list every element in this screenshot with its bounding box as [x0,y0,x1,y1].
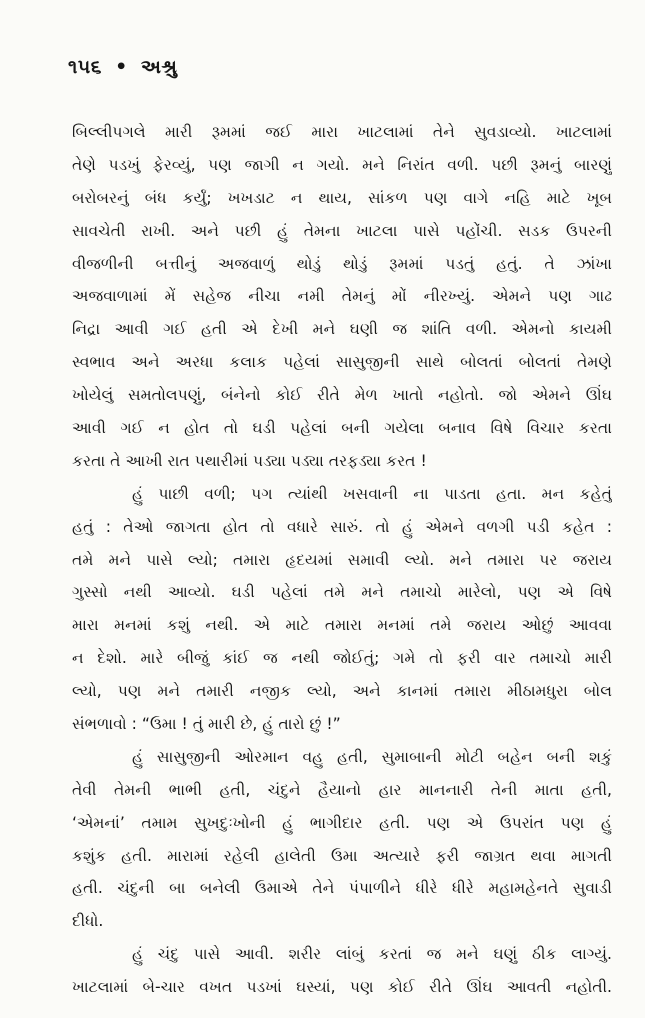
text-line: મારા મનમાં કશું નથી. એ માટે તમારા મનમાં તમે જરાય ઓછું આવવા [72,616,612,635]
text-line: ન દેશો. મારે બીજું કાંઈ જ નથી જોઈતું; ગમે તો ફરી વાર તમાચો મારી [72,649,612,668]
text-line: ખોયેલું સમતોલપણું, બંનેનો કોઈ રીતે મેળ ખાતો નહોતો. જો એમને ઊંઘ [72,386,612,405]
text-line: હું સાસુજીની ઓરમાન વહુ હતી, સુમાબાની મોટી બહેન બની શકું [132,747,612,766]
text-line: તેવી તેમની ભાભી હતી, ચંદુને હૈયાનો હાર માનનારી તેની માતા હતી, [72,780,612,799]
text-line: તેણે પડખું ફેરવ્યું, પણ જાગી ન ગયો. મને નિરાંત વળી. પછી રૂમનું બારણું [72,155,612,174]
body-text [72,116,612,1004]
text-line: ‘એમનાં’ તમામ સુખદુઃખોની હું ભાગીદાર હતી. પણ એ ઉપરાંત પણ હું [72,813,612,832]
text-line: સંભળાવો : “ઉમા ! તું મારી છે, હું તારો છું !” [72,715,341,734]
text-line: ખાટલામાં બે-ચાર વખત પડખાં ઘસ્યાં, પણ કોઈ રીતે ઊંઘ આવતી નહોતી. [72,978,612,997]
text-line: ગુસ્સો નથી આવ્યો. ઘડી પહેલાં તમે મને તમાચો મારેલો, પણ એ વિષે [72,583,612,602]
text-line: લ્યો, પણ મને તમારી નજીક લ્યો, અને કાનમાં તમારા મીઠામધુરા બોલ [72,682,612,701]
text-line: અજવાળામાં મેં સહેજ નીચા નમી તેમનું મોં નીરખ્યું. એમને પણ ગાઢ [72,287,612,306]
running-header [68,56,177,78]
text-line: સ્વભાવ અને અરધા કલાક પહેલાં સાસુજીની સાથે બોલતાં બોલતાં તેમણે [72,353,612,372]
header-separator: • [115,56,128,78]
text-line: વીજળીની બત્તીનું અજવાળું થોડું થોડું રૂમમાં પડતું હતું. તે ઝાંખા [72,254,612,273]
text-line: હું ચંદુ પાસે આવી. શરીર લાંબું કરતાં જ મને ઘણું ઠીક લાગ્યું. [132,945,612,964]
text-line: તમે મને પાસે લ્યો; તમારા હૃદયમાં સમાવી લ્યો. મને તમારા પર જરાય [72,550,612,569]
book-title: અશ્રુ [140,56,178,78]
text-line: કરતા તે આખી રાત પથારીમાં પડ્યા પડ્યા તરફડ્યા કરત ! [72,451,427,470]
text-line: હતું : તેઓ જાગતા હોત તો વધારે સારું. તો હું એમને વળગી પડી કહેત : [72,517,612,536]
text-line: હતી. ચંદુની બા બનેલી ઉમાએ તેને પંપાળીને ધીરે ધીરે મહામહેનતે સુવાડી [72,879,612,898]
text-line: કશુંક હતી. મારામાં રહેલી હાલેતી ઉમા અત્યારે ફરી જાગ્રત થવા માગતી [72,846,612,865]
text-line: દીધો. [72,912,104,931]
text-line: આવી ગઈ ન હોત તો ઘડી પહેલાં બની ગયેલા બનાવ વિષે વિચાર કરતા [72,419,612,438]
text-line: બરોબરનું બંધ કર્યું; ખખડાટ ન થાય, સાંકળ પણ વાગે નહિ માટે ખૂબ [72,188,612,207]
page-number: ૧૫૬ [68,56,102,78]
text-line: નિદ્રા આવી ગઈ હતી એ દેખી મને ઘણી જ શાંતિ વળી. એમનો કાયમી [72,320,612,339]
text-line: સાવચેતી રાખી. અને પછી હું તેમના ખાટલા પાસે પહોંચી. સડક ઉપરની [72,221,612,240]
text-line: બિલ્લીપગલે મારી રૂમમાં જઈ મારા ખાટલામાં તેને સુવડાવ્યો. ખાટલામાં [72,123,612,141]
text-line: હું પાછી વળી; પગ ત્યાંથી ખસવાની ના પાડતા હતા. મન કહેતું [132,484,612,503]
